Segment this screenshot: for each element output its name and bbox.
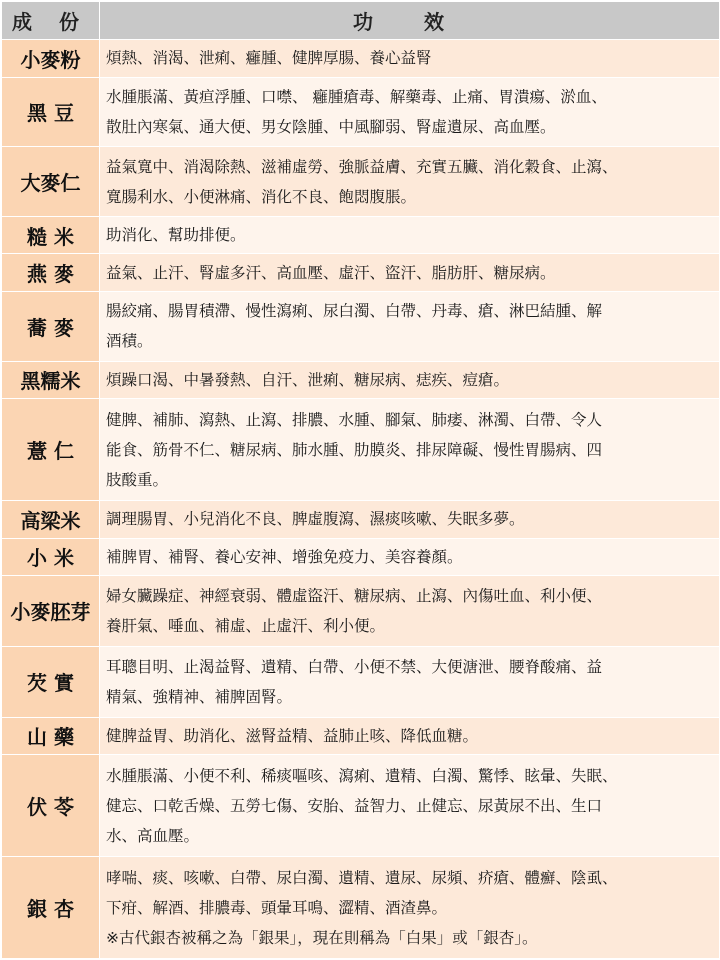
ingredient-effects: [100, 646, 720, 717]
ingredient-table: [1, 1, 720, 959]
ingredient-effects: [100, 399, 720, 501]
ingredient-name: 山 藥: [2, 717, 100, 755]
effect-line: 調理腸胃、小兒消化不良、脾虛腹瀉、濕痰咳嗽、失眠多夢。: [106, 510, 525, 529]
ingredient-effects: [100, 216, 720, 254]
effect-line: 哮喘、痰、咳嗽、白帶、尿白濁、遺精、遺尿、尿頻、疥瘡、體癬、陰虱、: [106, 868, 618, 887]
table-body: [2, 40, 720, 959]
effect-line: 助消化、幫助排便。: [106, 226, 246, 245]
ingredient-name: 大麥仁: [2, 147, 100, 217]
effect-line: 婦女臟躁症、神經衰弱、體虛盜汗、糖尿病、止瀉、內傷吐血、利小便、: [106, 586, 603, 605]
effect-line: 肢酸重。: [106, 470, 169, 489]
ingredient-effects: [100, 717, 720, 755]
ingredient-name: 小麥胚芽: [2, 576, 100, 647]
effect-line: 精氣、強精神、補脾固腎。: [106, 687, 293, 706]
effect-line: 益氣、止汗、腎虛多汗、高血壓、虛汗、盜汗、脂肪肝、糖尿病。: [106, 263, 556, 282]
ingredient-effects: [100, 576, 720, 647]
ingredient-name: 銀 杏: [2, 857, 100, 959]
table-row: [2, 40, 720, 78]
effect-line: ※古代銀杏被稱之為「銀果」，現在則稱為「白果」或「銀杏」。: [106, 928, 538, 947]
effect-line: 養肝氣、唾血、補虛、止虛汗、利小便。: [106, 616, 386, 635]
ingredient-effects: [100, 291, 720, 361]
effect-line: 散肚內寒氣、通大便、男女陰腫、中風腳弱、腎虛遺尿、高血壓。: [106, 117, 556, 136]
ingredient-effects: [100, 77, 720, 147]
effect-line: 健忘、口乾舌燥、五勞七傷、安胎、益智力、止健忘、尿黃尿不出、生口: [106, 796, 603, 815]
ingredient-effects: [100, 40, 720, 78]
effect-line: 水、高血壓。: [106, 826, 200, 845]
effect-line: 酒積。: [106, 332, 153, 351]
ingredient-name: 蕎 麥: [2, 291, 100, 361]
table-row: [2, 399, 720, 501]
ingredient-effects: [100, 755, 720, 857]
table-row: [2, 538, 720, 576]
table-row: [2, 291, 720, 361]
effect-line: 能食、筋骨不仁、糖尿病、肺水腫、肋膜炎、排尿障礙、慢性胃腸病、四: [106, 440, 603, 459]
ingredient-name: 薏 仁: [2, 399, 100, 501]
ingredient-effects: [100, 857, 720, 959]
effect-line: 寬腸利水、小便淋痛、消化不良、飽悶腹脹。: [106, 187, 417, 206]
table-row: [2, 77, 720, 147]
effect-line: 水腫脹滿、黃疸浮腫、口噤、 癰腫瘡毒、解藥毒、止痛、胃潰瘍、淤血、: [106, 87, 607, 106]
header-ingredient: 成 份: [2, 2, 100, 40]
ingredient-effects: [100, 147, 720, 217]
table-header-row: [2, 2, 720, 40]
effect-line: 水腫脹滿、小便不利、稀痰嘔咳、瀉痢、遺精、白濁、驚悸、眩暈、失眠、: [106, 766, 618, 785]
effect-line: 耳聰目明、止渴益腎、遺精、白帶、小便不禁、大便溏泄、腰脊酸痛、益: [106, 657, 603, 676]
ingredient-name: 伏 苓: [2, 755, 100, 857]
ingredient-name: 黑 豆: [2, 77, 100, 147]
ingredient-name: 燕 麥: [2, 254, 100, 292]
table-row: [2, 361, 720, 399]
ingredient-effects: [100, 538, 720, 576]
ingredient-name: 糙 米: [2, 216, 100, 254]
table-row: [2, 717, 720, 755]
effect-line: 健脾、補肺、瀉熱、止瀉、排膿、水腫、腳氣、肺痿、淋濁、白帶、令人: [106, 410, 603, 429]
effect-line: 補脾胃、補腎、養心安神、增強免疫力、美容養顏。: [106, 547, 463, 566]
effect-line: 煩熱、消渴、泄痢、癰腫、健脾厚腸、養心益腎: [106, 49, 432, 68]
table-row: [2, 857, 720, 959]
ingredient-name: 芡 實: [2, 646, 100, 717]
ingredient-effects: [100, 361, 720, 399]
table-row: [2, 501, 720, 539]
header-effect: 功 效: [100, 2, 720, 40]
effect-line: 健脾益胃、助消化、滋腎益精、益肺止咳、降低血糖。: [106, 726, 479, 745]
effect-line: 益氣寬中、消渴除熱、滋補虛勞、強脈益膚、充實五臟、消化穀食、止瀉、: [106, 157, 618, 176]
table-row: [2, 755, 720, 857]
effect-line: 煩躁口渴、中暑發熱、自汗、泄痢、糖尿病、痣疾、痘瘡。: [106, 370, 510, 389]
table-row: [2, 254, 720, 292]
ingredient-effects: [100, 254, 720, 292]
ingredient-name: 黑糯米: [2, 361, 100, 399]
ingredient-name: 高梁米: [2, 501, 100, 539]
effect-line: 腸絞痛、腸胃積滯、慢性瀉痢、尿白濁、白帶、丹毒、瘡、淋巴結腫、解: [106, 302, 603, 321]
table-row: [2, 216, 720, 254]
table-row: [2, 576, 720, 647]
ingredient-name: 小 米: [2, 538, 100, 576]
table-row: [2, 646, 720, 717]
table-row: [2, 147, 720, 217]
ingredient-name: 小麥粉: [2, 40, 100, 78]
ingredient-effects: [100, 501, 720, 539]
effect-line: 下疳、解酒、排膿毒、頭暈耳鳴、澀精、酒渣鼻。: [106, 898, 448, 917]
